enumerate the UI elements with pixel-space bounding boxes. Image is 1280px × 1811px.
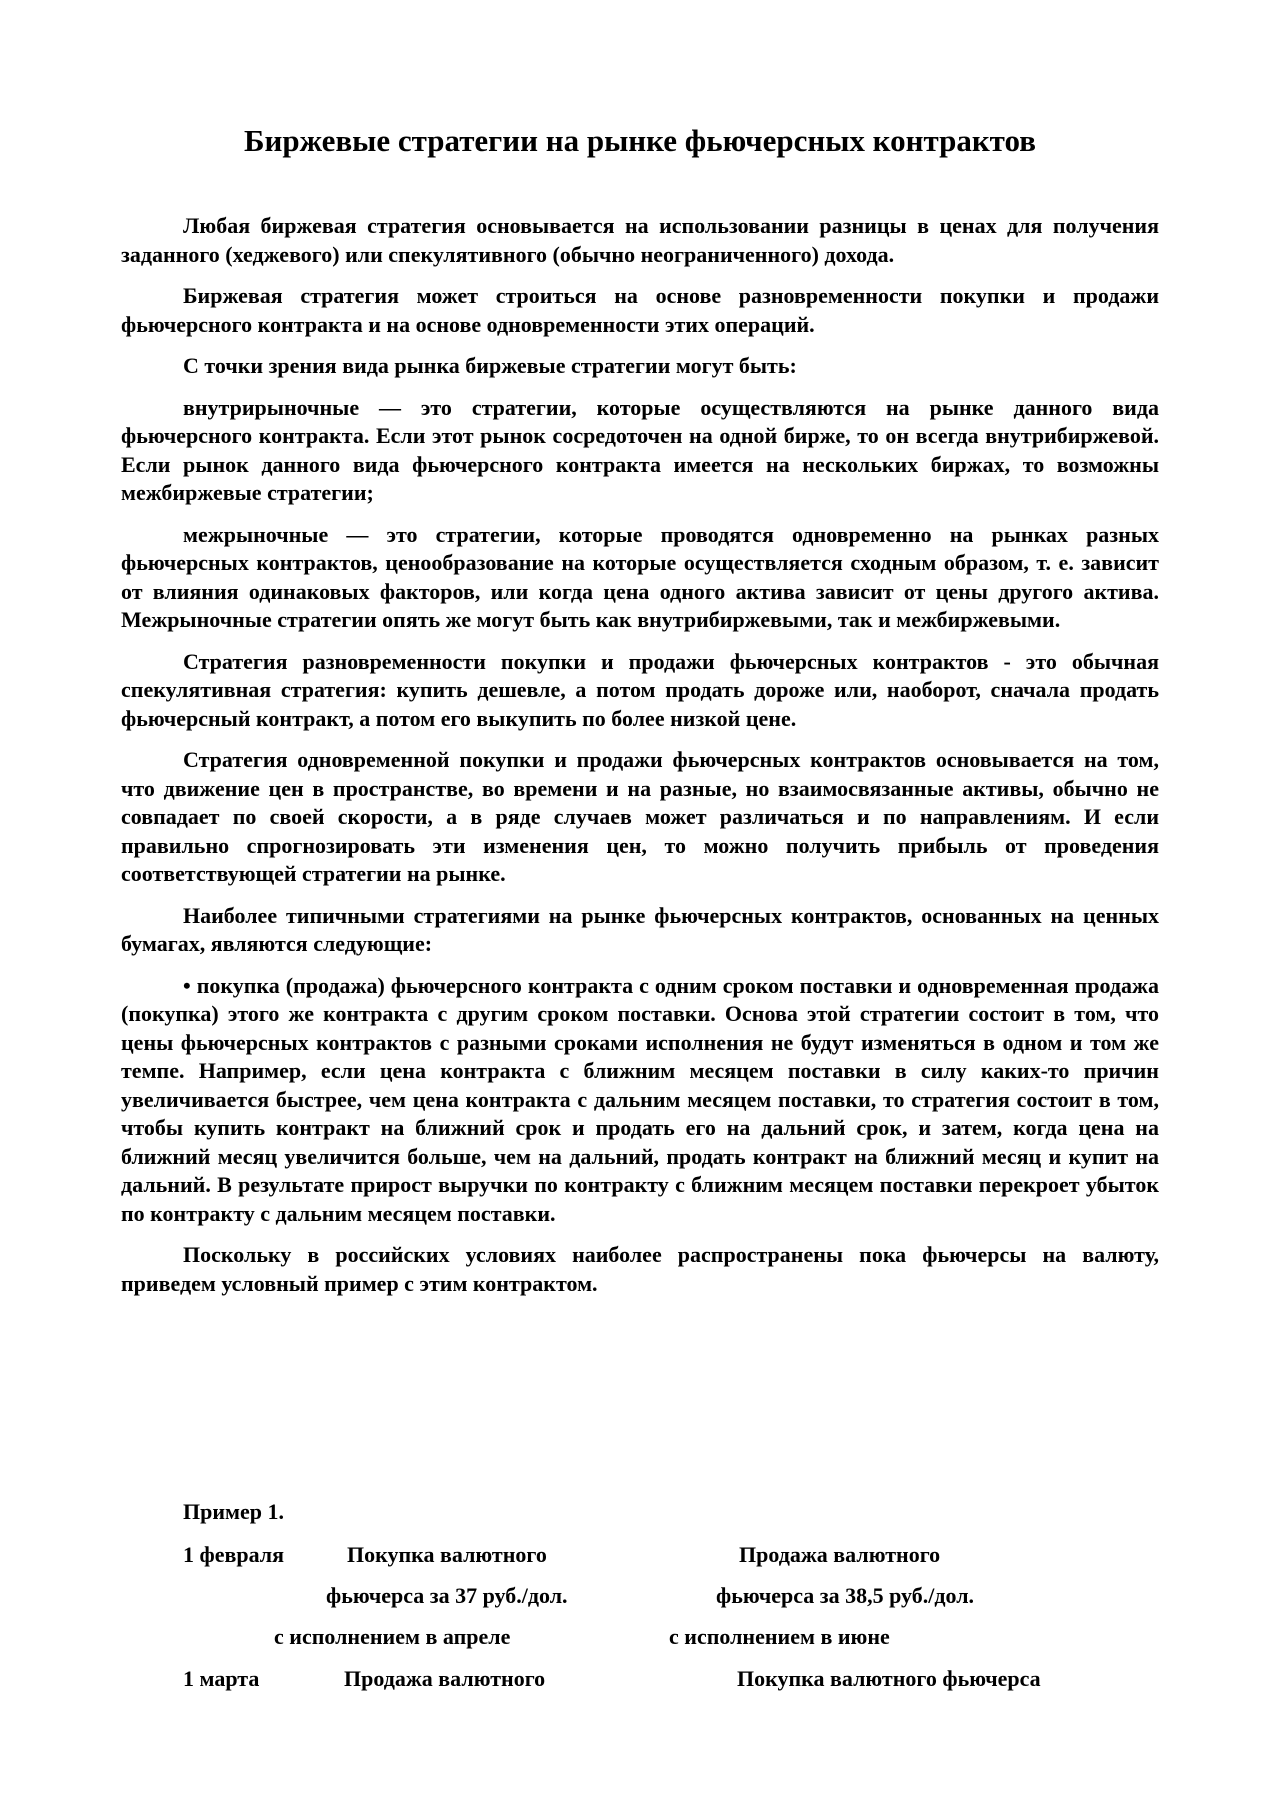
example-row-4	[121, 1665, 1159, 1693]
document-body	[121, 212, 1159, 1311]
paragraph: Поскольку в российских условиях наиболее распространены пока фьючерсы на валюту, приведем условный пример с этим контрактом.	[121, 1242, 1159, 1296]
example-right-text: фьючерса за 38,5 руб./дол.	[716, 1583, 975, 1608]
example-right-text: Покупка валютного фьючерса	[737, 1666, 1041, 1691]
example-left-text: фьючерса за 37 руб./дол.	[326, 1583, 568, 1608]
example-left-text: Покупка валютного	[347, 1542, 547, 1567]
example-right-text: Продажа валютного	[739, 1542, 941, 1567]
example-date: 1 марта	[183, 1666, 260, 1691]
example-right-text: с исполнением в июне	[669, 1624, 890, 1649]
paragraph: Любая биржевая стратегия основывается на использовании разницы в ценах для получения заданного (хеджевого) или спекулятивного (обычно неограниченного) дохода.	[121, 213, 1159, 267]
example-row-1	[121, 1541, 1159, 1569]
example-heading: Пример 1.	[183, 1499, 285, 1524]
example-row-3	[121, 1623, 1159, 1651]
paragraph: С точки зрения вида рынка биржевые стратегии могут быть:	[183, 353, 797, 378]
example-date: 1 февраля	[183, 1542, 285, 1567]
paragraph: Биржевая стратегия может строиться на основе разновременности покупки и продажи фьючерсного контракта и на основе одновременности этих операций.	[121, 283, 1159, 337]
paragraph: Стратегия разновременности покупки и продажи фьючерсных контрактов - это обычная спекулятивная стратегия: купить дешевле, а потом продать дороже или, наоборот, сначала продать фьючерсный контракт, а потом его выкупить по более низкой цене.	[121, 648, 1159, 731]
document-title: Биржевые стратегии на рынке фьючерсных контрактов	[244, 123, 1036, 158]
paragraph: межрыночные — это стратегии, которые проводятся одновременно на рынках разных фьючерсных контрактов, ценообразование на которые осуществляется сходным образом, т. е. зависит от влияния одинаковых факторов, или когда цена одного актива зависит от цены другого актива. Межрыночные стратегии опять же могут быть как внутрибиржевыми, так и межбиржевыми.	[121, 521, 1159, 632]
paragraph: Наиболее типичными стратегиями на рынке фьючерсных контрактов, основанных на ценных бумагах, являются следующие:	[121, 902, 1159, 956]
paragraph: Стратегия одновременной покупки и продажи фьючерсных контрактов основывается на том, что движение цен в пространстве, во времени и на разные, но взаимосвязанные активы, обычно не совпадает по своей скорости, а в ряде случаев может различаться и по направлениям. И если правильно спрогнозировать эти изменения цен, то можно получить прибыль от проведения соответствующей стратегии на рынке.	[121, 747, 1159, 886]
example-heading-row	[121, 1498, 1159, 1526]
bullet-paragraph: • покупка (продажа) фьючерсного контракта с одним сроком поставки и одновременная продажа (покупка) этого же контракта с другим сроком поставки. Основа этой стратегии состоит в том, что цены фьючерсных контрактов с разными сроками исполнения не будут изменяться в одном и том же темпе. Например, если цена контракта с ближним месяцем поставки в силу каких-то причин увеличивается быстрее, чем цена контракта с дальним месяцем поставки, то стратегия состоит в том, чтобы купить контракт на ближний срок и продать его на дальний срок, и затем, когда цена на ближний месяц увеличится больше, чем на дальний, продать контракт на ближний месяц и купит на дальний. В результате прирост выручки по контракту с ближним месяцем поставки перекроет убыток по контракту с дальним месяцем поставки.	[121, 972, 1159, 1226]
paragraph: внутрирыночные — это стратегии, которые осуществляются на рынке данного вида фьючерсного контракта. Если этот рынок сосредоточен на одной бирже, то он всегда внутрибиржевой. Если рынок данного вида фьючерсного контракта имеется на нескольких биржах, то возможны межбиржевые стратегии;	[121, 394, 1159, 505]
example-left-text: с исполнением в апреле	[274, 1624, 511, 1649]
example-left-text: Продажа валютного	[344, 1666, 546, 1691]
example-row-2	[121, 1582, 1159, 1610]
